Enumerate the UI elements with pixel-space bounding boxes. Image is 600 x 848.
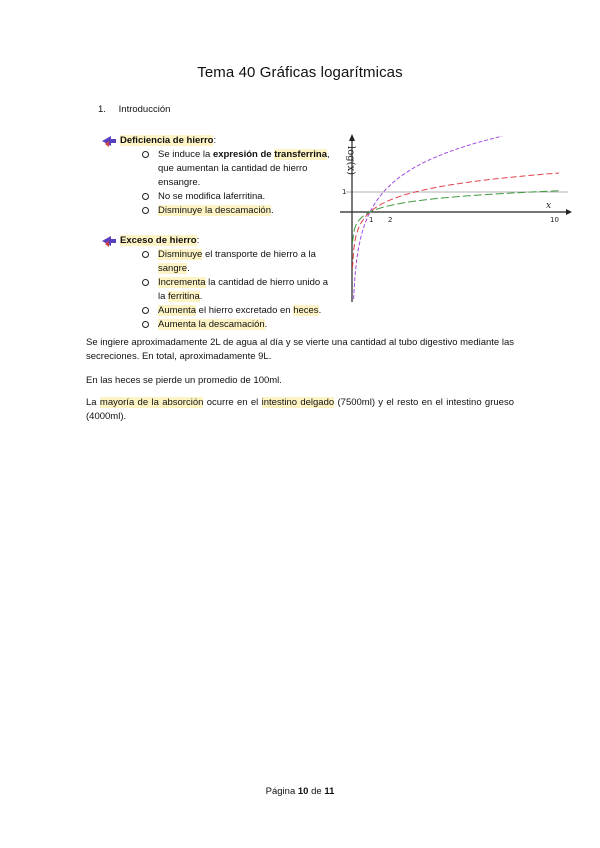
graph-curve-green [353, 191, 560, 243]
highlighted-text: transferrina [274, 149, 327, 160]
list-item [102, 276, 336, 304]
section-heading [98, 104, 170, 115]
arrow-bullet-icon [102, 135, 116, 147]
deficiencia-colon: : [213, 135, 217, 146]
footer-prefix: Página [265, 786, 298, 797]
deficiencia-block [102, 134, 336, 218]
log-graph [336, 134, 572, 304]
text-run: el transporte de hierro a la [202, 249, 316, 260]
text-run: , que aumentan la cantidad de hierro ensangre. [158, 149, 330, 188]
highlighted-text: intestino delgado [261, 397, 335, 408]
graph-y-arrow [349, 134, 355, 141]
graph-tick-x-two: 2 [388, 216, 393, 224]
exceso-colon: : [196, 235, 200, 246]
paragraph-feces [86, 374, 514, 388]
highlighted-text: Disminuye [158, 249, 203, 260]
highlighted-text: Aumenta [158, 305, 197, 316]
paragraph-water-intake [86, 336, 514, 364]
deficiencia-heading: Deficiencia de hierro [120, 135, 214, 146]
graph-tick-x-ten: 10 [550, 216, 559, 224]
text-run: expresión de [212, 149, 272, 160]
exceso-heading: Exceso de hierro [120, 235, 197, 246]
exceso-block [102, 234, 336, 332]
highlighted-text: sangre [158, 263, 188, 274]
exceso-heading-row [102, 234, 336, 248]
circle-bullet-icon [142, 321, 149, 328]
list-item [102, 318, 336, 332]
footer-current-page: 10 [297, 786, 309, 797]
list-item [102, 190, 336, 204]
text-run: . [264, 319, 268, 330]
circle-bullet-icon [142, 307, 149, 314]
graph-xlabel: x [546, 201, 552, 211]
text-run: . [187, 263, 190, 274]
circle-bullet-icon [142, 207, 149, 214]
section-number: 1. [98, 104, 106, 115]
list-item [102, 148, 336, 190]
highlighted-text: Disminuye la descamación [158, 205, 271, 216]
circle-bullet-icon [142, 251, 149, 258]
text-run: No se modifica laferritina. [158, 191, 266, 202]
list-item [102, 248, 336, 276]
text-run: . [318, 305, 322, 316]
graph-curve-red [353, 173, 560, 268]
text-run: . [271, 205, 274, 216]
text-run: La [86, 397, 100, 408]
arrow-bullet-icon [102, 235, 116, 247]
footer-middle: de [308, 786, 325, 797]
graph-ylabel: log(x) [345, 146, 356, 176]
page-title: Tema 40 Gráficas logarítmicas [197, 64, 403, 81]
deficiencia-list [102, 148, 336, 218]
exceso-list [102, 248, 336, 332]
text-run: . [199, 291, 203, 302]
graph-curve-purple [354, 136, 503, 299]
text-run: el hierro excretado en [196, 305, 294, 316]
circle-bullet-icon [142, 193, 149, 200]
highlighted-text: mayoría de la absorción [99, 397, 204, 408]
graph-tick-x-one: 1 [369, 216, 374, 224]
text-run: Se ingiere aproximadamente 2L de agua al día y se vierte una cantidad al tubo digestivo mediante las secreciones. En total, aproximadamente 9L. [86, 337, 514, 362]
highlighted-text: Incrementa [158, 277, 206, 288]
circle-bullet-icon [142, 151, 149, 158]
paragraph-absorption [86, 396, 514, 424]
deficiencia-heading-row [102, 134, 336, 148]
circle-bullet-icon [142, 279, 149, 286]
graph-x-arrow [566, 209, 572, 215]
highlighted-text: Aumenta la descamación [158, 319, 265, 330]
highlighted-text: ferritina [168, 291, 200, 302]
text-run: En las heces se pierde un promedio de 100ml. [86, 375, 282, 386]
text-run: Se induce la [158, 149, 213, 160]
footer-total-pages: 11 [324, 786, 335, 797]
text-run: la cantidad de hierro unido a la [158, 277, 329, 302]
page-footer [0, 786, 600, 797]
graph-tick-y-one: 1 [342, 188, 347, 196]
text-run: (7500ml) y el resto en el intestino grueso (4000ml). [86, 397, 514, 422]
highlighted-text: heces [293, 305, 319, 316]
text-run: ocurre en el [203, 397, 262, 408]
list-item [102, 204, 336, 218]
list-item [102, 304, 336, 318]
section-label: Introducción [118, 104, 171, 115]
